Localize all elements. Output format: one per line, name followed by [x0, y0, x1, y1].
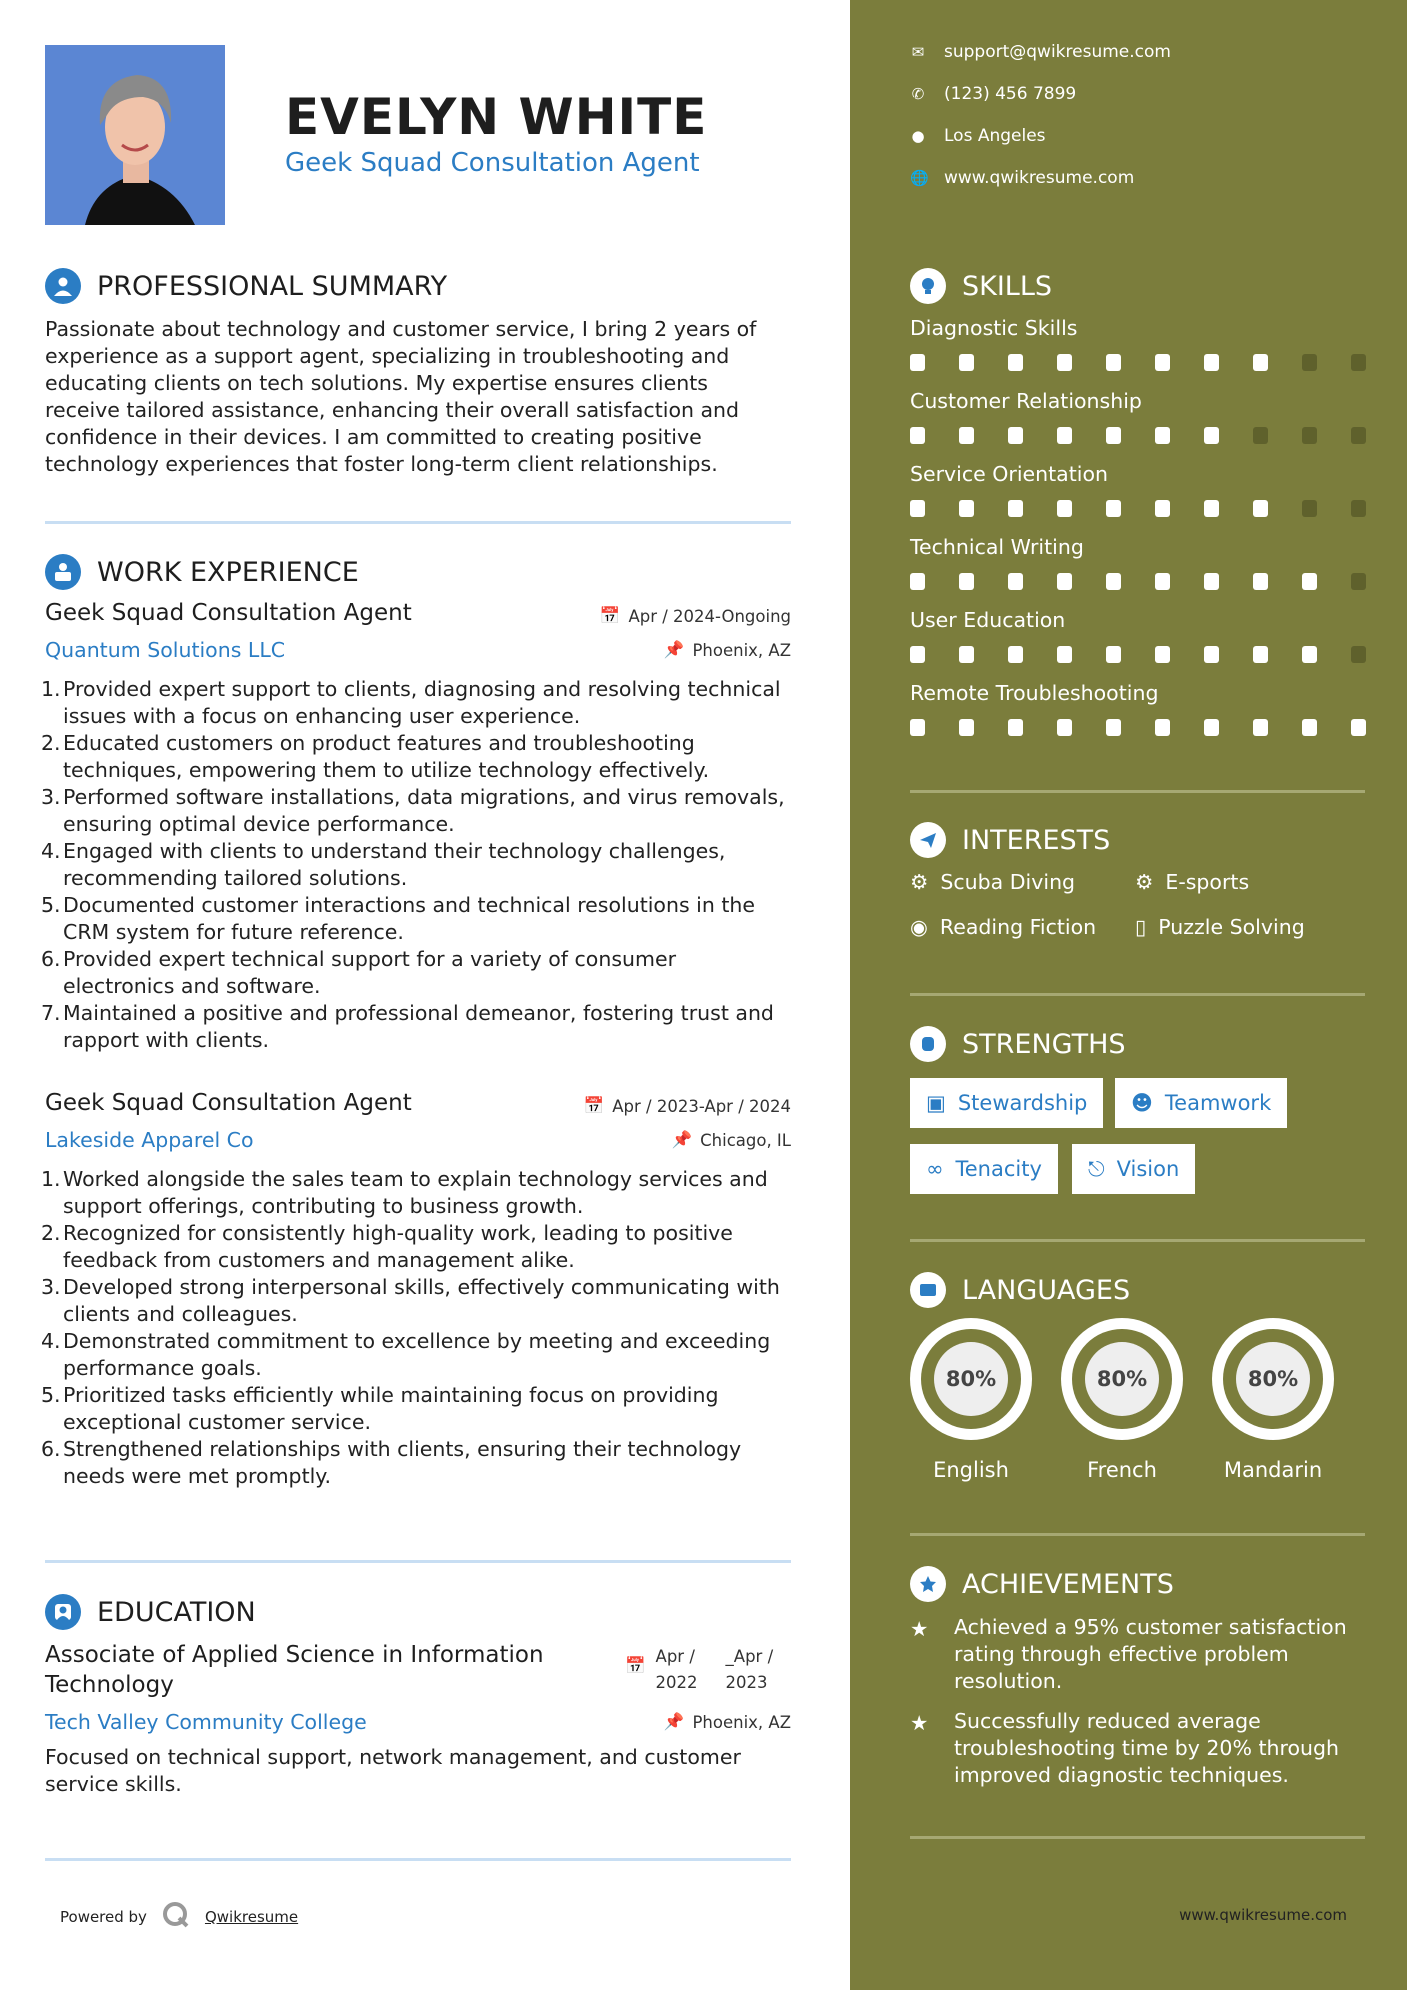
language-item [910, 1318, 1032, 1482]
job-location [664, 640, 791, 660]
rating-dot [1008, 719, 1023, 736]
rating-dot [1302, 354, 1317, 371]
rating-dot [1106, 573, 1121, 590]
rating-dot [1204, 646, 1219, 663]
skill-item [910, 462, 1370, 517]
rating-dot [1204, 719, 1219, 736]
list-item: 2. Recognized for consistently high-quality work, leading to positive feedback from customers and management alike. [41, 1221, 733, 1272]
envelope-icon: ✉ [911, 43, 925, 61]
job-date-text: Apr / 2024-Ongoing [628, 606, 791, 626]
job-location-text: Phoenix, AZ [692, 640, 791, 660]
strength-label: Teamwork [1164, 1091, 1272, 1115]
pin-icon: 📌 [663, 640, 685, 659]
job-bullets [41, 1166, 791, 1490]
list-item: 5. Prioritized tasks efficiently while maintaining focus on providing exceptional customer service. [41, 1383, 719, 1434]
list-item: 7. Maintained a positive and professional demeanor, fostering trust and rapport with clients. [41, 1001, 774, 1052]
achievement-text: Achieved a 95% customer satisfaction rating through effective problem resolution. [954, 1615, 1347, 1693]
skill-name: Service Orientation [910, 462, 1109, 486]
lightbulb-icon [910, 268, 946, 304]
contact-location [910, 126, 1046, 146]
strength-tag [1115, 1078, 1287, 1128]
rating-dot [959, 427, 974, 444]
education-degree: Associate of Applied Science in Information Technology [45, 1642, 544, 1698]
list-item: 4. Engaged with clients to understand their technology challenges, recommending tailored solutions. [41, 839, 726, 890]
skills-heading-label: SKILLS [962, 270, 1053, 302]
skill-name: Remote Troubleshooting [910, 681, 1159, 705]
divider [45, 1560, 791, 1563]
education-end-month: _Apr / [725, 1647, 774, 1666]
rating-dot [1351, 427, 1366, 444]
gamepad-icon: ◉ [910, 915, 928, 939]
strength-tag [910, 1144, 1058, 1194]
rating-dot [1302, 646, 1317, 663]
contact-website-text: www.qwikresume.com [944, 168, 1135, 188]
work-heading-label: WORK EXPERIENCE [97, 556, 359, 588]
summary-heading [45, 268, 447, 304]
job-location [672, 1130, 791, 1150]
education-date [625, 1644, 773, 1696]
rating-dot [910, 500, 925, 517]
interest-label: E-sports [1165, 870, 1250, 894]
language-name: Mandarin [1223, 1458, 1323, 1482]
achievements-heading [910, 1566, 1174, 1602]
rating-dot [1155, 719, 1170, 736]
rating-dot [1351, 500, 1366, 517]
language-name: French [1087, 1458, 1157, 1482]
rating-dot [959, 573, 974, 590]
job-company: Quantum Solutions LLC [45, 638, 286, 662]
language-ring [1061, 1318, 1183, 1440]
skill-item [910, 316, 1370, 371]
rating-dot [1057, 500, 1072, 517]
rating-dot [1302, 719, 1317, 736]
job-title: Geek Squad Consultation Agent [45, 600, 412, 626]
divider [45, 1858, 791, 1861]
rating-dot [1351, 354, 1366, 371]
rating-dot [910, 573, 925, 590]
rating-dot [1057, 573, 1072, 590]
list-item: 4. Demonstrated commitment to excellence by meeting and exceeding performance goals. [41, 1329, 771, 1380]
list-item: 1. Worked alongside the sales team to explain technology services and support offerings, contributing to business growth. [41, 1167, 768, 1218]
rating-dot [910, 719, 925, 736]
powered-by-label: Powered by [60, 1908, 147, 1926]
users-icon: ☻ [1131, 1091, 1153, 1115]
language-item [1061, 1318, 1183, 1482]
achievement-item [910, 1614, 1380, 1695]
rating-dot [1253, 427, 1268, 444]
job-date [584, 1096, 791, 1116]
achievement-item [910, 1708, 1380, 1789]
skill-name: User Education [910, 608, 1066, 632]
strengths-heading-label: STRENGTHS [962, 1028, 1126, 1060]
list-item: 6. Strengthened relationships with clients, ensuring their technology needs were met promptly. [41, 1437, 742, 1488]
language-ring [1212, 1318, 1334, 1440]
map-marker-icon: ● [911, 127, 925, 145]
skill-name: Customer Relationship [910, 389, 1142, 413]
rating-dot [1008, 500, 1023, 517]
strengths-heading [910, 1026, 1126, 1062]
list-item: 3. Developed strong interpersonal skills, effectively communicating with clients and colleagues. [41, 1275, 780, 1326]
divider [910, 790, 1365, 793]
languages-heading [910, 1272, 1130, 1308]
job-date-text: Apr / 2023-Apr / 2024 [612, 1096, 791, 1116]
rating-dot [1204, 427, 1219, 444]
interest-label: Puzzle Solving [1158, 915, 1305, 939]
strength-tag [1072, 1144, 1195, 1194]
briefcase-user-icon [45, 554, 81, 590]
summary-heading-label: PROFESSIONAL SUMMARY [97, 270, 448, 302]
rating-dot [1155, 354, 1170, 371]
rating-dot [1253, 500, 1268, 517]
rating-dot [1008, 354, 1023, 371]
skill-name: Diagnostic Skills [910, 316, 1078, 340]
qwikresume-logo-icon [161, 1900, 191, 1934]
rating-dot [1057, 646, 1072, 663]
calendar-icon: 📅 [625, 1656, 646, 1675]
achievement-text: Successfully reduced average troubleshooting time by 20% through improved diagnostic techniques. [954, 1709, 1340, 1787]
translate-icon [910, 1272, 946, 1308]
brand-link[interactable]: Qwikresume [204, 1908, 299, 1926]
rating-dot [910, 427, 925, 444]
skill-name: Technical Writing [910, 535, 1084, 559]
list-item: 6. Provided expert technical support for a variety of consumer electronics and software. [41, 947, 677, 998]
education-heading [45, 1594, 256, 1630]
rating-dot [1302, 573, 1317, 590]
footer-site[interactable]: www.qwikresume.com [1179, 1906, 1347, 1924]
job-entry [41, 600, 791, 1054]
divider [910, 1533, 1365, 1536]
rating-dot [1155, 573, 1170, 590]
rating-dot [1155, 646, 1170, 663]
language-percent: 80% [934, 1342, 1008, 1416]
rating-dot [1106, 354, 1121, 371]
divider [45, 521, 791, 524]
education-location-text: Phoenix, AZ [692, 1712, 791, 1732]
life-ring-icon: ⚙ [910, 870, 929, 894]
globe-icon: 🌐 [910, 169, 929, 187]
rating-dot [1155, 500, 1170, 517]
rating-dot [959, 500, 974, 517]
sidebar [850, 0, 1407, 1990]
language-percent: 80% [1236, 1342, 1310, 1416]
divider [910, 993, 1365, 996]
skill-rating [910, 719, 1370, 736]
job-title: Geek Squad Consultation Agent [45, 1090, 412, 1116]
rating-dot [1253, 646, 1268, 663]
education-end-year: 2023 [725, 1673, 768, 1692]
strength-tag [910, 1078, 1103, 1128]
paper-plane-icon [910, 822, 946, 858]
rating-dot [1155, 427, 1170, 444]
star-icon: ★ [910, 1617, 929, 1641]
skill-rating [910, 354, 1370, 371]
pin-icon: 📌 [663, 1712, 685, 1731]
briefcase-icon: ▣ [926, 1091, 946, 1115]
list-item: 3. Performed software installations, data migrations, and virus removals, ensuring optimal device performance. [41, 785, 785, 836]
rating-dot [1057, 354, 1072, 371]
languages-heading-label: LANGUAGES [962, 1274, 1131, 1306]
skill-item [910, 535, 1370, 590]
rating-dot [910, 354, 925, 371]
list-item: 5. Documented customer interactions and technical resolutions in the CRM system for future reference. [41, 893, 756, 944]
book-icon: ▯ [1135, 915, 1147, 939]
skill-item [910, 389, 1370, 444]
user-icon [45, 268, 81, 304]
contact-phone-text: (123) 456 7899 [944, 84, 1077, 104]
calendar-icon: 📅 [599, 606, 621, 625]
job-date [600, 606, 791, 626]
education-entry [45, 1640, 791, 1798]
rating-dot [1253, 354, 1268, 371]
graduate-icon [45, 1594, 81, 1630]
candidate-title: Geek Squad Consultation Agent [285, 148, 700, 178]
language-ring [910, 1318, 1032, 1440]
strength-label: Vision [1116, 1157, 1180, 1181]
skill-rating [910, 500, 1370, 517]
interests-heading [910, 822, 1110, 858]
rating-dot [1106, 500, 1121, 517]
rating-dot [1204, 500, 1219, 517]
divider [910, 1836, 1365, 1839]
rating-dot [959, 719, 974, 736]
summary-text: Passionate about technology and customer service, I bring 2 years of experience as a support agent, specializing in troubleshooting and educating clients on tech solutions. My expertise ensures clients receive tailored assistance, enhancing their overall satisfaction and confidence in their devices. I am committed to creating positive technology experiences that foster long-term client relationships. [45, 317, 757, 476]
work-heading [45, 554, 359, 590]
education-start-year: 2022 [655, 1673, 698, 1692]
contact-phone[interactable] [910, 84, 1076, 104]
strength-label: Tenacity [955, 1157, 1042, 1181]
list-item: 1. Provided expert support to clients, diagnosing and resolving technical issues with a focus on enhancing user experience. [41, 677, 781, 728]
rating-dot [1057, 427, 1072, 444]
rating-dot [1008, 573, 1023, 590]
language-percent: 80% [1085, 1342, 1159, 1416]
star-icon: ★ [910, 1711, 929, 1735]
phone-icon: ✆ [911, 85, 925, 103]
education-heading-label: EDUCATION [97, 1596, 256, 1628]
rating-dot [959, 354, 974, 371]
strength-label: Stewardship [957, 1091, 1088, 1115]
rating-dot [1351, 646, 1366, 663]
star-icon [910, 1566, 946, 1602]
contact-location-text: Los Angeles [944, 126, 1046, 146]
fist-icon [910, 1026, 946, 1062]
contact-email-text: support@qwikresume.com [944, 42, 1171, 62]
rating-dot [1106, 719, 1121, 736]
job-entry [41, 1090, 791, 1490]
rating-dot [1302, 427, 1317, 444]
education-location [664, 1712, 791, 1732]
interest-label: Reading Fiction [939, 915, 1097, 939]
skill-rating [910, 573, 1370, 590]
rating-dot [1351, 719, 1366, 736]
contact-email[interactable] [910, 42, 1171, 62]
profile-photo [45, 45, 225, 225]
job-company: Lakeside Apparel Co [45, 1128, 254, 1152]
rating-dot [910, 646, 925, 663]
rating-dot [1008, 427, 1023, 444]
interest-item [910, 870, 1075, 894]
rating-dot [1351, 573, 1366, 590]
job-location-text: Chicago, IL [700, 1130, 791, 1150]
rating-dot [959, 646, 974, 663]
life-ring-icon: ⚙ [1135, 870, 1154, 894]
language-item [1212, 1318, 1334, 1482]
rating-dot [1106, 646, 1121, 663]
candidate-name: EVELYN WHITE [285, 88, 708, 146]
footer-powered-by [60, 1900, 298, 1934]
skill-item [910, 681, 1370, 736]
language-name: English [933, 1458, 1009, 1482]
rating-dot [1253, 573, 1268, 590]
interests-heading-label: INTERESTS [962, 824, 1111, 856]
education-school: Tech Valley Community College [45, 1710, 367, 1734]
skill-item [910, 608, 1370, 663]
achievements-heading-label: ACHIEVEMENTS [962, 1568, 1174, 1600]
rating-dot [1106, 427, 1121, 444]
divider [910, 1239, 1365, 1242]
contact-website[interactable] [910, 168, 1134, 188]
list-item: 2. Educated customers on product features and troubleshooting techniques, empowering them to utilize technology effectively. [41, 731, 710, 782]
rating-dot [1302, 500, 1317, 517]
binoculars-icon: ⎋ [1088, 1156, 1105, 1181]
education-start-month: Apr / [655, 1647, 695, 1666]
job-bullets [41, 676, 791, 1054]
calendar-icon: 📅 [583, 1096, 605, 1115]
rating-dot [1204, 354, 1219, 371]
education-description: Focused on technical support, network management, and customer service skills. [45, 1745, 741, 1796]
pin-icon: 📌 [671, 1130, 693, 1149]
interest-label: Scuba Diving [940, 870, 1076, 894]
interest-item [910, 915, 1096, 939]
rating-dot [1057, 719, 1072, 736]
rating-dot [1253, 719, 1268, 736]
skills-heading [910, 268, 1052, 304]
link-icon: ∞ [926, 1157, 944, 1181]
skill-rating [910, 646, 1370, 663]
skill-rating [910, 427, 1370, 444]
interest-item [1135, 915, 1305, 939]
interest-item [1135, 870, 1249, 894]
rating-dot [1008, 646, 1023, 663]
rating-dot [1204, 573, 1219, 590]
